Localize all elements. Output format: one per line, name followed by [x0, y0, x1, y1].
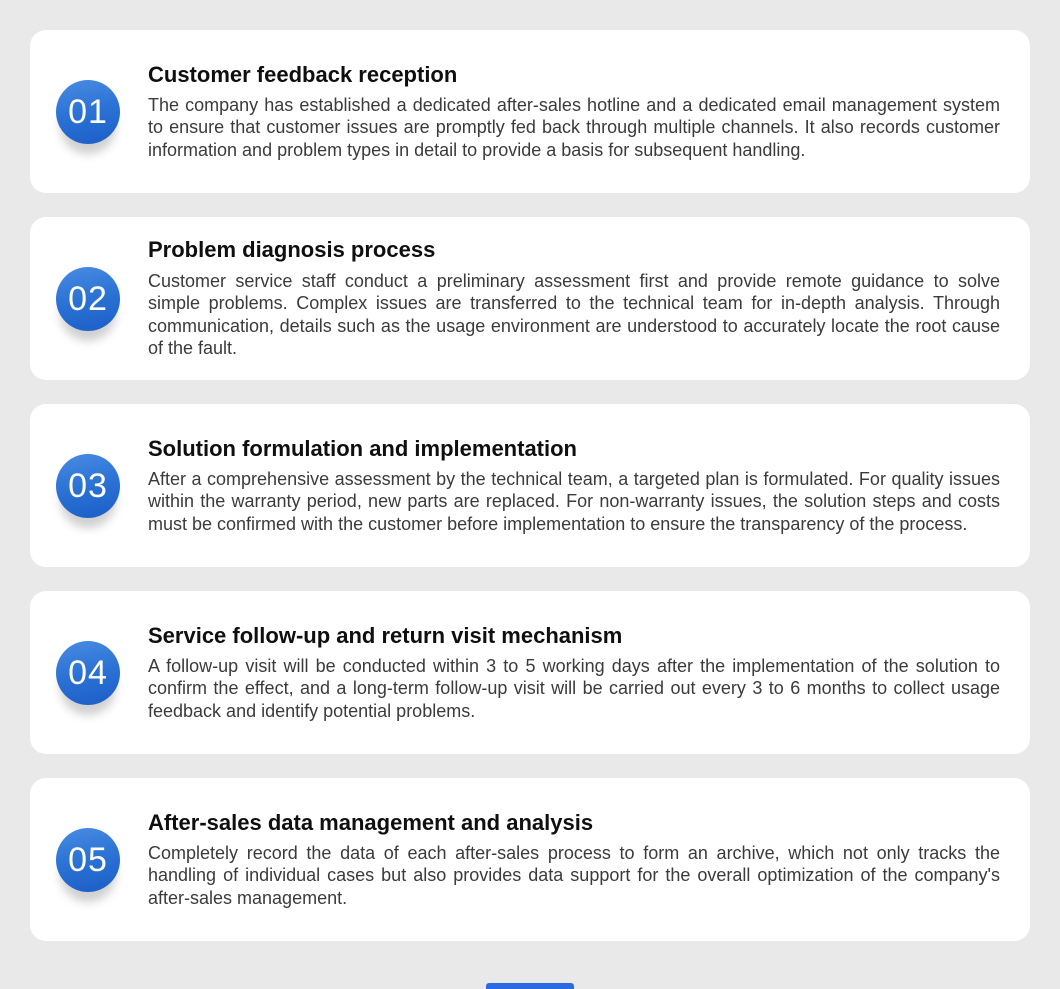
- steps-list: [30, 30, 1030, 941]
- step-number-badge: [56, 641, 120, 705]
- step-number: 04: [68, 653, 108, 692]
- step-description: Completely record the data of each after-sales process to form an archive, which not only tracks the handling of individual cases but also provides data support for the overall optimization of the company's after-sales management.: [148, 842, 1000, 908]
- step-number: 01: [68, 92, 108, 131]
- step-number: 02: [68, 279, 108, 318]
- step-content: [148, 237, 1000, 359]
- step-number-badge: [56, 80, 120, 144]
- step-content: [148, 436, 1000, 536]
- step-title: After-sales data management and analysis: [148, 809, 594, 835]
- step-description: After a comprehensive assessment by the technical team, a targeted plan is formulated. For quality issues within the warranty period, new parts are replaced. For non-warranty issues, the solution steps and costs must be confirmed with the customer before implementation to ensure the transparency of the process.: [148, 468, 1000, 534]
- step-number-badge: [56, 267, 120, 331]
- step-title: Customer feedback reception: [148, 61, 458, 87]
- step-description: Customer service staff conduct a preliminary assessment first and provide remote guidance to solve simple problems. Complex issues are transferred to the technical team for in-depth analysis. Through communication, details such as the usage environment are understood to accurately locate the root cause of the fault.: [148, 270, 1000, 359]
- step-card: [30, 217, 1030, 380]
- step-number: 03: [68, 466, 108, 505]
- step-card: [30, 778, 1030, 941]
- step-card: [30, 404, 1030, 567]
- step-number-badge: [56, 828, 120, 892]
- step-content: [148, 62, 1000, 162]
- step-title: Solution formulation and implementation: [148, 435, 577, 461]
- step-card: [30, 591, 1030, 754]
- step-card: [30, 30, 1030, 193]
- step-title: Problem diagnosis process: [148, 237, 436, 263]
- bottom-accent-bar: [486, 983, 574, 989]
- step-title: Service follow-up and return visit mechanism: [148, 622, 623, 648]
- step-description: The company has established a dedicated after-sales hotline and a dedicated email management system to ensure that customer issues are promptly fed back through multiple channels. It also records customer information and problem types in detail to provide a basis for subsequent handling.: [148, 94, 1000, 160]
- step-number: 05: [68, 840, 108, 879]
- step-description: A follow-up visit will be conducted within 3 to 5 working days after the implementation of the solution to confirm the effect, and a long-term follow-up visit will be carried out every 3 to 6 months to collect usage feedback and identify potential problems.: [148, 655, 1000, 721]
- step-content: [148, 810, 1000, 910]
- step-number-badge: [56, 454, 120, 518]
- step-content: [148, 623, 1000, 723]
